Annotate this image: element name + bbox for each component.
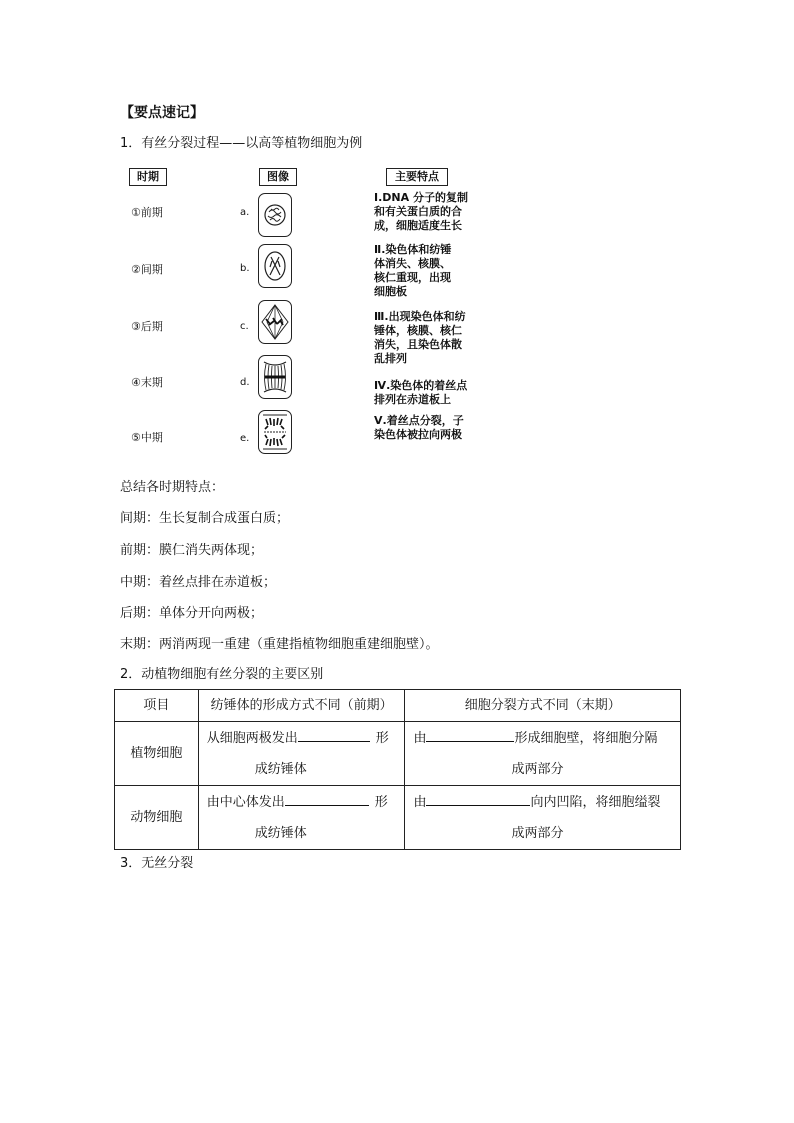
cell-text: 由 <box>413 731 427 746</box>
answer-blank[interactable] <box>426 727 514 742</box>
metaphase-cell-icon <box>258 355 292 399</box>
period-label: ②间期 <box>131 263 163 276</box>
table-header-cell: 细胞分裂方式不同（末期） <box>405 690 681 722</box>
col-header-period: 时期 <box>129 168 167 186</box>
summary-line: 后期：单体分开向两极； <box>120 606 264 621</box>
cell-text: 成纺锤体 <box>254 762 307 777</box>
image-letter: b. <box>240 263 250 274</box>
feature-text: Ⅲ.出现染色体和纺 锤体，核膜、核仁 消失，且染色体散 乱排列 <box>374 310 466 365</box>
section1-title: 1．有丝分裂过程——以高等植物细胞为例 <box>120 136 363 151</box>
plant-spindle-cell <box>198 722 405 786</box>
answer-blank[interactable] <box>298 727 370 742</box>
cell-text: 形成细胞壁，将细胞分隔 <box>514 731 658 746</box>
col-header-image: 图像 <box>259 168 297 186</box>
animal-division-cell <box>405 786 681 850</box>
feature-text: Ⅱ.染色体和纺锤 体消失、核膜、 核仁重现，出现 细胞板 <box>374 243 452 298</box>
col-header-feature: 主要特点 <box>386 168 448 186</box>
late-telophase-cell-icon <box>258 244 292 288</box>
cell-text: 成两部分 <box>511 762 564 777</box>
image-letter: d. <box>240 377 250 388</box>
table-row <box>115 722 681 786</box>
image-letter: a. <box>240 207 250 218</box>
cell-text: 向内凹陷，将细胞缢裂 <box>530 795 661 810</box>
cell-text: 从细胞两极发出 <box>206 731 298 746</box>
period-label: ⑤中期 <box>131 431 163 444</box>
answer-blank[interactable] <box>285 791 369 806</box>
cell-text: 成两部分 <box>511 826 564 841</box>
summary-line: 前期：膜仁消失两体现； <box>120 543 264 558</box>
prophase-cell-icon <box>258 193 292 237</box>
row-label-animal: 动物细胞 <box>115 786 199 850</box>
cell-text: 形 <box>375 731 389 746</box>
summary-title: 总结各时期特点： <box>120 480 225 495</box>
table-row <box>115 786 681 850</box>
table-header-cell: 项目 <box>115 690 199 722</box>
spindle-prophase-cell-icon <box>258 300 292 344</box>
cell-text: 由中心体发出 <box>206 795 285 810</box>
summary-line: 中期：着丝点排在赤道板； <box>120 575 277 590</box>
table-header-row <box>115 690 681 722</box>
image-letter: e. <box>240 433 250 444</box>
period-label: ④末期 <box>131 376 163 389</box>
anaphase-cell-icon <box>258 410 292 454</box>
section3-title: 3．无丝分裂 <box>120 856 194 871</box>
cell-text: 成纺锤体 <box>254 826 307 841</box>
feature-text: Ⅳ.染色体的着丝点 排列在赤道板上 <box>374 379 468 406</box>
section2-title: 2．动植物细胞有丝分裂的主要区别 <box>120 667 324 682</box>
period-label: ③后期 <box>131 320 163 333</box>
section-heading: 【要点速记】 <box>120 105 204 121</box>
animal-spindle-cell <box>198 786 405 850</box>
feature-text: Ⅴ.着丝点分裂，子 染色体被拉向两极 <box>374 414 464 441</box>
answer-blank[interactable] <box>426 791 530 806</box>
plant-division-cell <box>405 722 681 786</box>
cell-text: 形 <box>374 795 388 810</box>
period-label: ①前期 <box>131 206 163 219</box>
cell-text: 由 <box>413 795 427 810</box>
comparison-table <box>114 689 681 850</box>
image-letter: c. <box>240 321 249 332</box>
feature-text: Ⅰ.DNA 分子的复制 和有关蛋白质的合 成，细胞适度生长 <box>374 191 468 232</box>
summary-line: 末期：两消两现一重建（重建指植物细胞重建细胞壁）。 <box>120 637 439 652</box>
summary-line: 间期：生长复制合成蛋白质； <box>120 511 290 526</box>
row-label-plant: 植物细胞 <box>115 722 199 786</box>
table-header-cell: 纺锤体的形成方式不同（前期） <box>198 690 405 722</box>
